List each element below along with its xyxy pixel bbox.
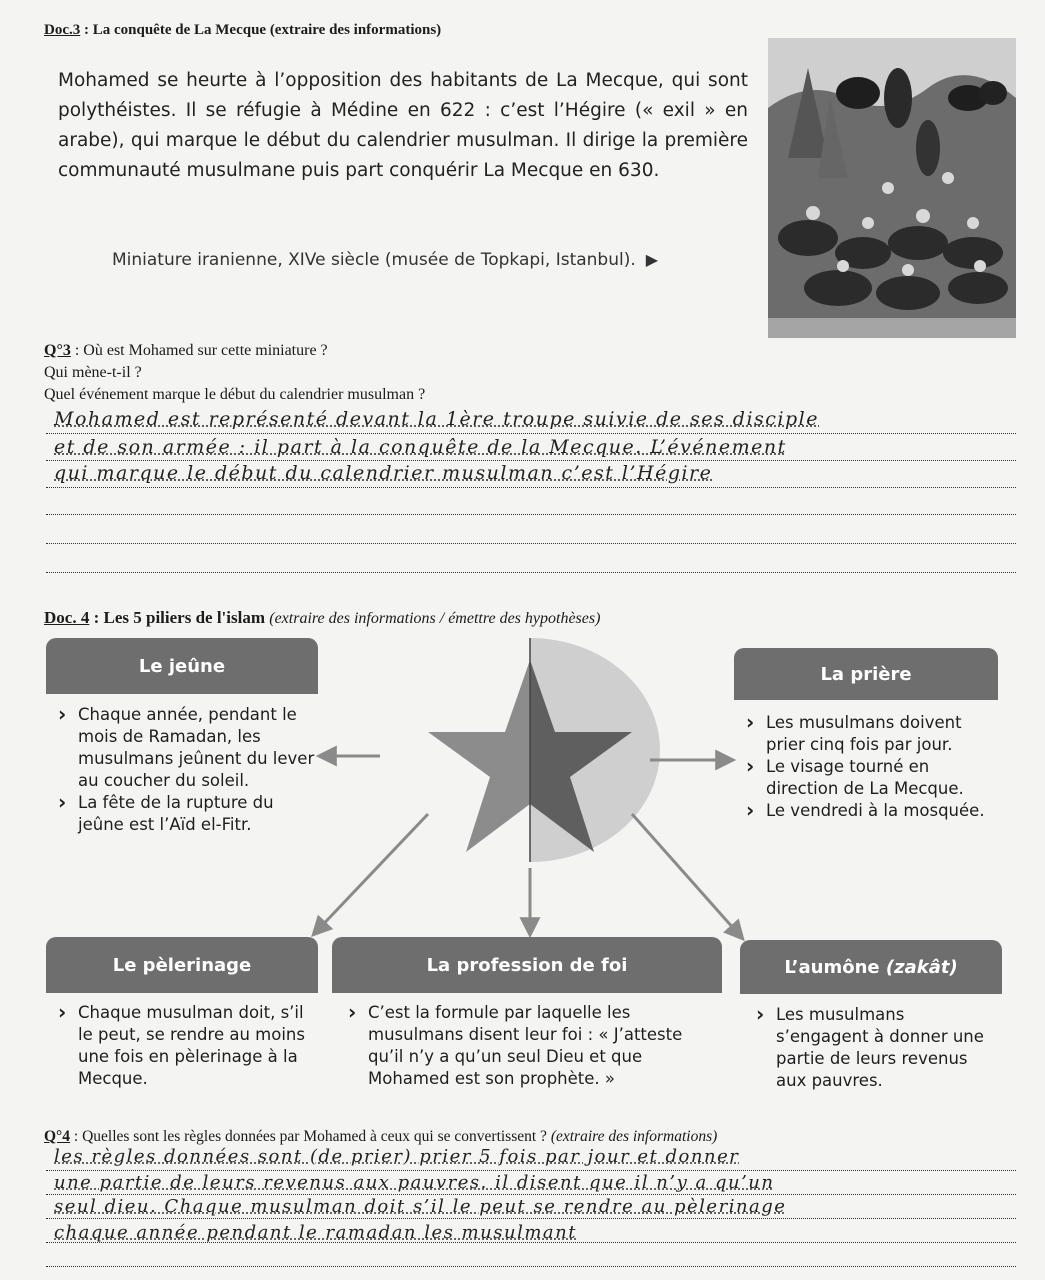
q3-line1: [44, 342, 328, 360]
q4-answer-line-1: les règles données sont (de prier) prier 5 fois par jour et donner: [54, 1146, 740, 1167]
pillar-profession-title: La profession de foi: [332, 937, 722, 993]
q4-question: [44, 1128, 717, 1146]
answer-line: [46, 543, 1016, 544]
pillar-priere-bullet: › Le vendredi à la mosquée.: [744, 800, 994, 822]
answer-line: [46, 460, 1016, 461]
answer-line: [46, 433, 1016, 434]
q3-question-1: : Où est Mohamed sur cette miniature ?: [70, 342, 328, 359]
q4-answer-line-3: seul dieu. Chaque musulman doit s’il le peut se rendre au pèlerinage: [54, 1196, 787, 1217]
pillar-priere-bullet: › Le visage tourné en direction de La Mecque.: [744, 756, 994, 800]
q3-label: Q°3: [44, 342, 71, 359]
answer-line: [46, 1266, 1016, 1267]
doc4-title: : Les 5 piliers de l'islam: [89, 608, 270, 627]
answer-line: [46, 1218, 1016, 1219]
pillar-pelerinage-bullet: › Chaque musulman doit, s’il le peut, se rendre au moins une fois en pèlerinage à la Mecque.: [56, 1002, 316, 1090]
q4-italic: (extraire des informations): [550, 1128, 718, 1145]
q4-answer-line-4: chaque année pendant le ramadan les musulmant: [54, 1222, 577, 1243]
caption-pointer-icon: ▶: [645, 250, 659, 269]
answer-line: [46, 514, 1016, 515]
q4-text: : Quelles sont les règles données par Mohamed à ceux qui se convertissent ?: [70, 1128, 551, 1145]
q3-question-3: Quel événement marque le début du calendrier musulman ?: [44, 386, 426, 403]
doc3-title: : La conquête de La Mecque (extraire des informations): [80, 22, 442, 38]
pillar-aumone-title-text: L’aumône: [784, 956, 880, 978]
pillar-profession-bullets: [346, 1002, 718, 1090]
pillar-aumone-bullets: [754, 1004, 998, 1092]
doc3-label: Doc.3: [44, 22, 81, 38]
pillar-pelerinage-title: Le pèlerinage: [46, 937, 318, 993]
q3-question-2: Qui mène-t-il ?: [44, 364, 142, 381]
miniature-painting: [768, 38, 1016, 338]
answer-line: [46, 487, 1016, 488]
pillar-priere-bullets: [744, 712, 994, 822]
pillar-jeune-bullet: › Chaque année, pendant le mois de Ramadan, les musulmans jeûnent du lever au coucher du soleil.: [56, 704, 316, 792]
q3-answer-line-2: et de son armée : il part à la conquête de la Mecque. L’événement: [54, 436, 787, 458]
q3-answer-line-3: qui marque le début du calendrier musulman c’est l’Hégire: [54, 462, 713, 484]
doc4-subtitle: (extraire des informations / émettre des hypothèses): [269, 610, 601, 627]
pillar-profession-bullet: › C’est la formule par laquelle les musulmans disent leur foi : « J’atteste qu’il n’y a qu’un seul Dieu et que Mohamed est son prophète. »: [346, 1002, 718, 1090]
answer-line: [46, 572, 1016, 573]
answer-line: [46, 1194, 1016, 1195]
pillar-jeune-title: Le jeûne: [46, 638, 318, 694]
doc4-label: Doc. 4: [44, 608, 90, 627]
q3-answer-line-1: Mohamed est représenté devant la 1ère troupe suivie de ses disciple: [54, 408, 819, 430]
pillar-aumone-title: [740, 940, 1002, 994]
pillar-jeune-bullets: [56, 704, 316, 836]
answer-line: [46, 1170, 1016, 1171]
doc4-heading: [44, 608, 600, 628]
pillar-pelerinage-bullets: [56, 1002, 316, 1090]
q4-label: Q°4: [44, 1128, 71, 1145]
pillar-aumone-title-italic: (zakât): [885, 956, 958, 978]
doc3-caption-row: [112, 250, 658, 270]
pillar-priere-bullet: › Les musulmans doivent prier cinq fois par jour.: [744, 712, 994, 756]
doc3-caption: Miniature iranienne, XIVe siècle (musée de Topkapi, Istanbul).: [112, 250, 636, 270]
q4-answer-line-2: une partie de leurs revenus aux pauvres. il disent que il n’y a qu’un: [54, 1172, 775, 1193]
pillar-jeune-bullet: › La fête de la rupture du jeûne est l’Aïd el-Fitr.: [56, 792, 316, 836]
star-crescent-icon: [310, 632, 750, 942]
pillar-priere-title: La prière: [734, 648, 998, 700]
doc3-text: Mohamed se heurte à l’opposition des habitants de La Mecque, qui sont polythéistes. Il se réfugie à Médine en 622 : c’est l’Hégire (« exil » en arabe), qui marque le début du calendrier musulman. Il dirige la première communauté musulmane puis part conquérir La Mecque en 630.: [58, 70, 748, 181]
doc3-heading: [44, 22, 441, 39]
pillar-aumone-bullet: › Les musulmans s’engagent à donner une partie de leurs revenus aux pauvres.: [754, 1004, 998, 1092]
